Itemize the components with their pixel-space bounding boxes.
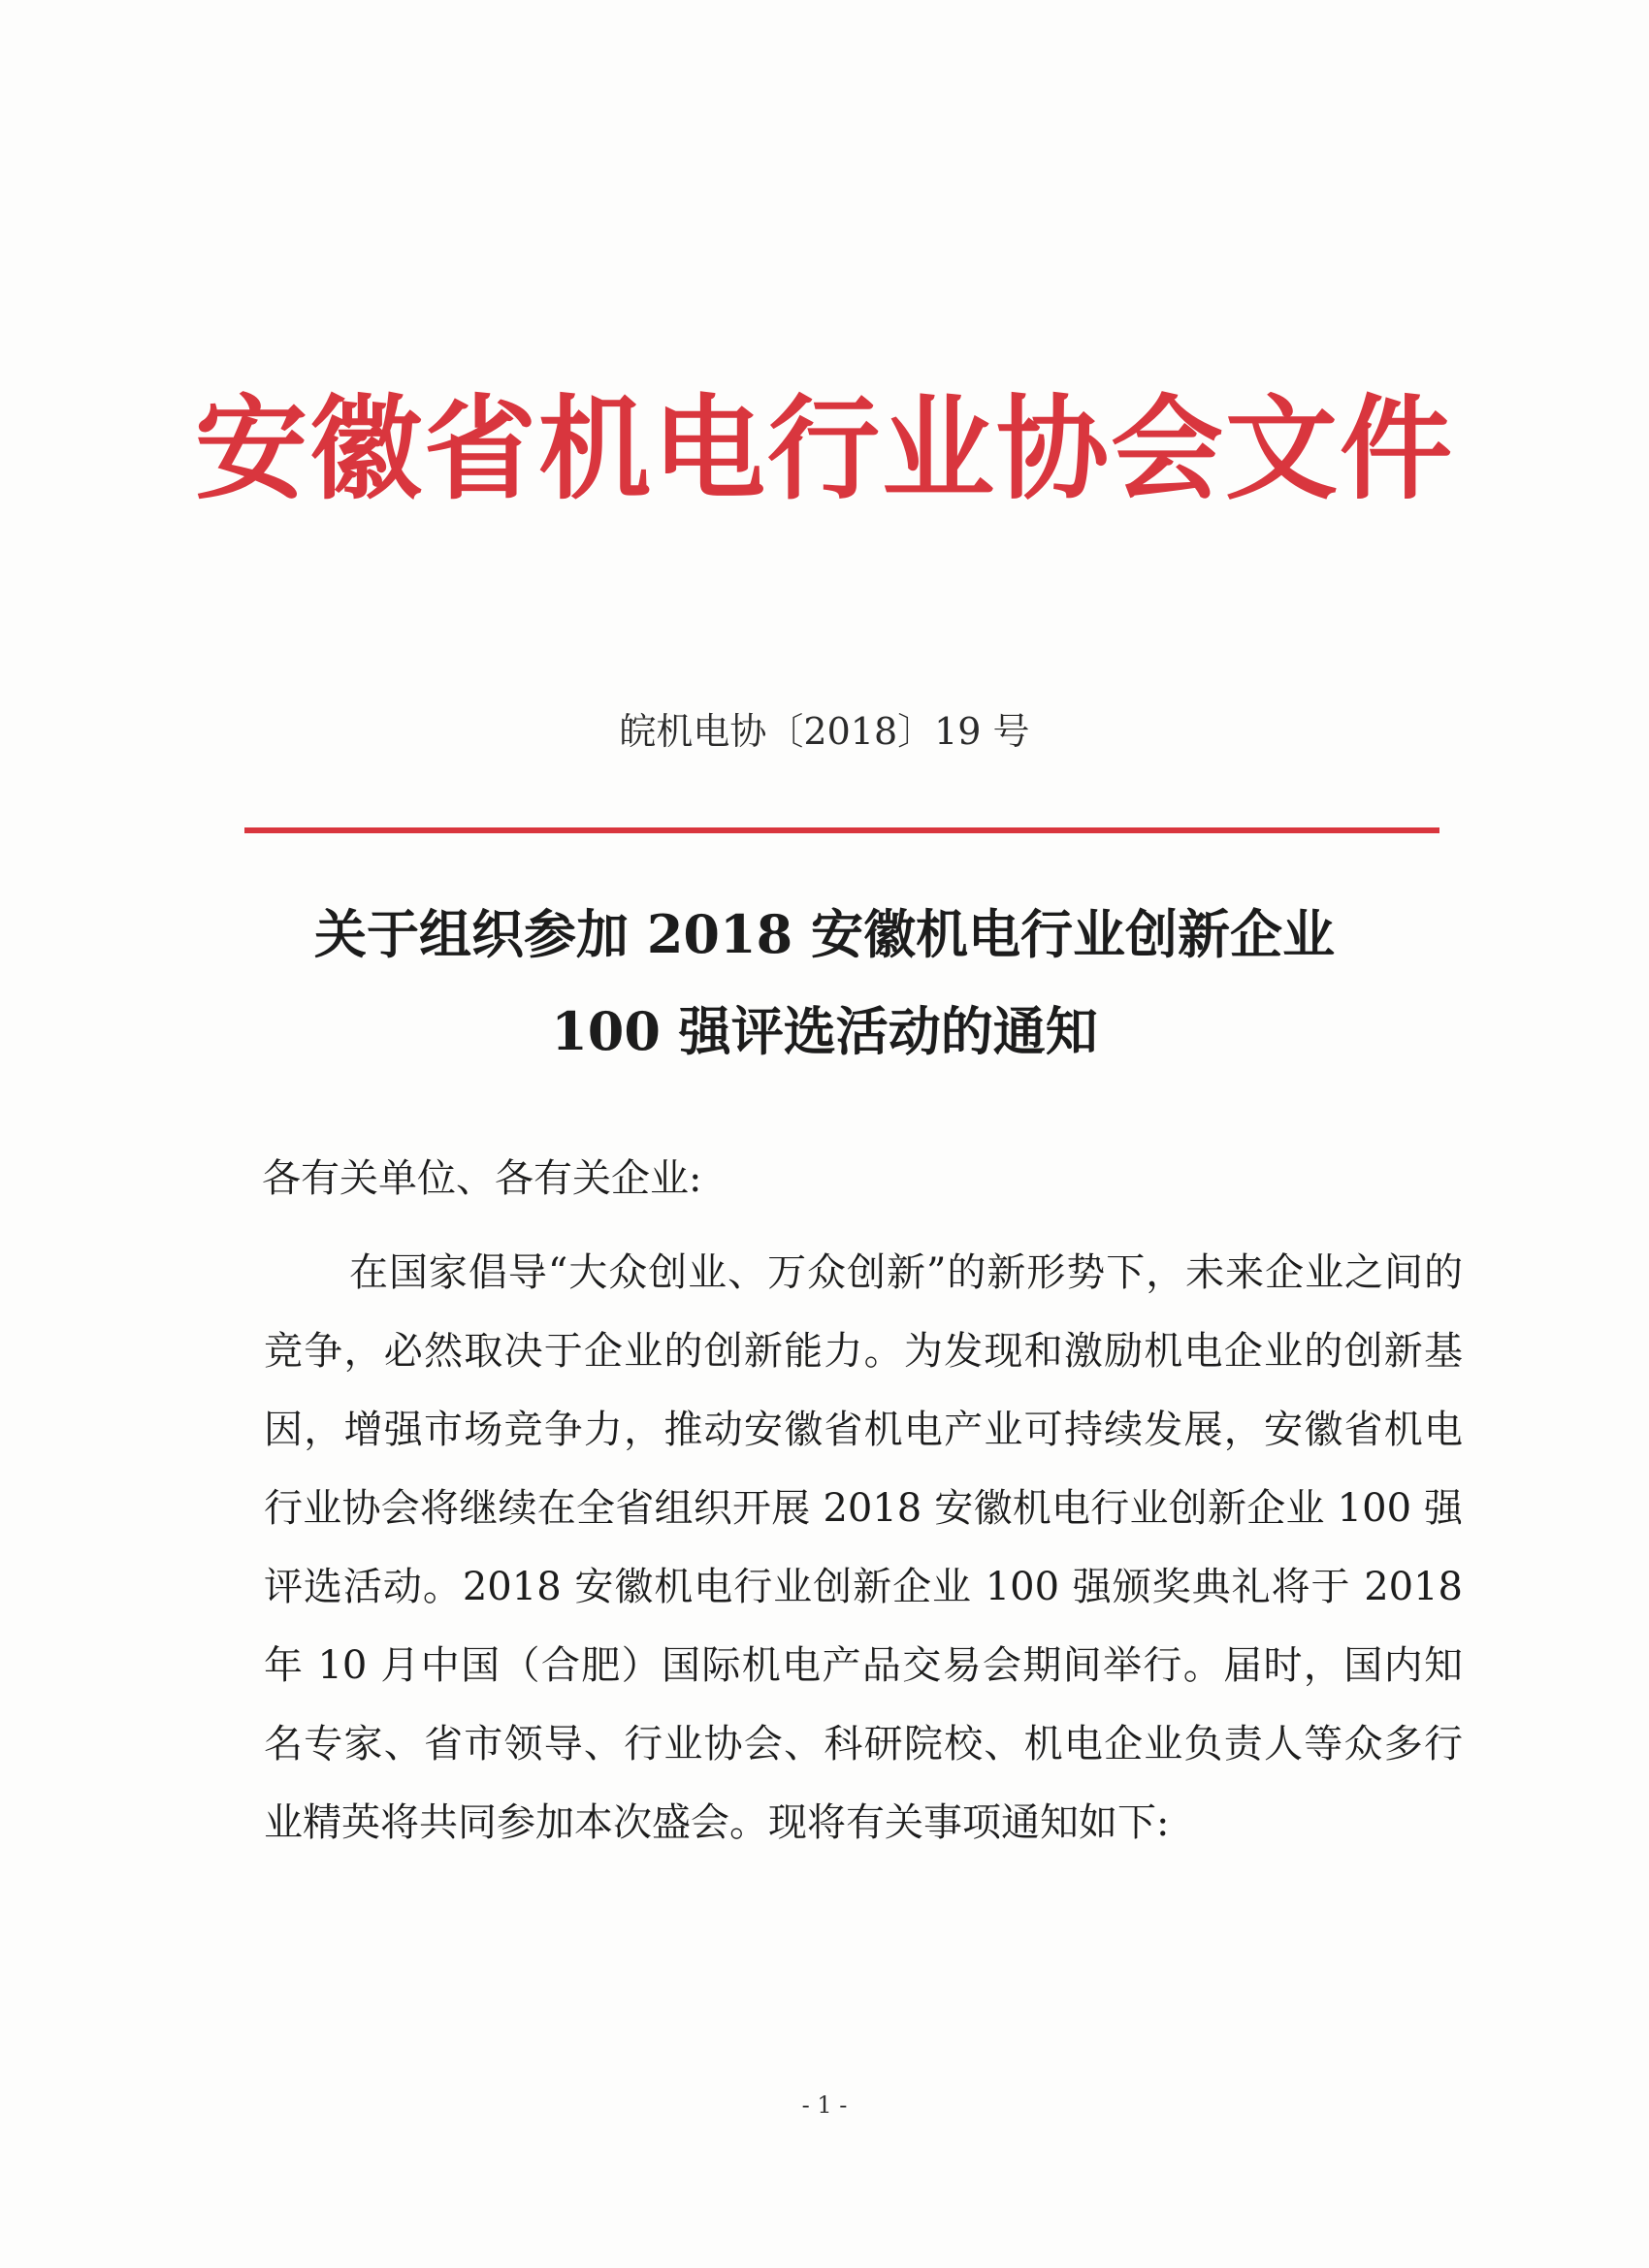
body-paragraph: 在国家倡导“大众创业、万众创新”的新形势下，未来企业之间的竞争，必然取决于企业的创新能力。为发现和激励机电企业的创新基因，增强市场竞争力，推动安徽省机电产业可持续发展，安徽省机电行业协会将继续在全省组织开展 2018 安徽机电行业创新企业 100 强评选活动。2018 安徽机电行业创新企业 100 强颁奖典礼将于 2018 年 10 月中国（合肥）国际机电产品交易会期间举行。届时，国内知名专家、省市领导、行业协会、科研院校、机电企业负责人等众多行业精英将共同参加本次盛会。现将有关事项通知如下: (264, 1250, 1463, 1845)
notice-title-line-2: 100 强评选活动的通知 (551, 1000, 1098, 1062)
organization-header: 安徽省机电行业协会文件 (195, 383, 1454, 515)
notice-title-line-1: 关于组织参加 2018 安徽机电行业创新企业 (314, 903, 1335, 965)
salutation: 各有关单位、各有关企业: (262, 1156, 702, 1201)
page-number: - 1 - (801, 2091, 848, 2119)
header-divider (244, 827, 1439, 833)
document-number: 皖机电协〔2018〕19 号 (619, 710, 1030, 753)
notice-title (146, 886, 1504, 1080)
